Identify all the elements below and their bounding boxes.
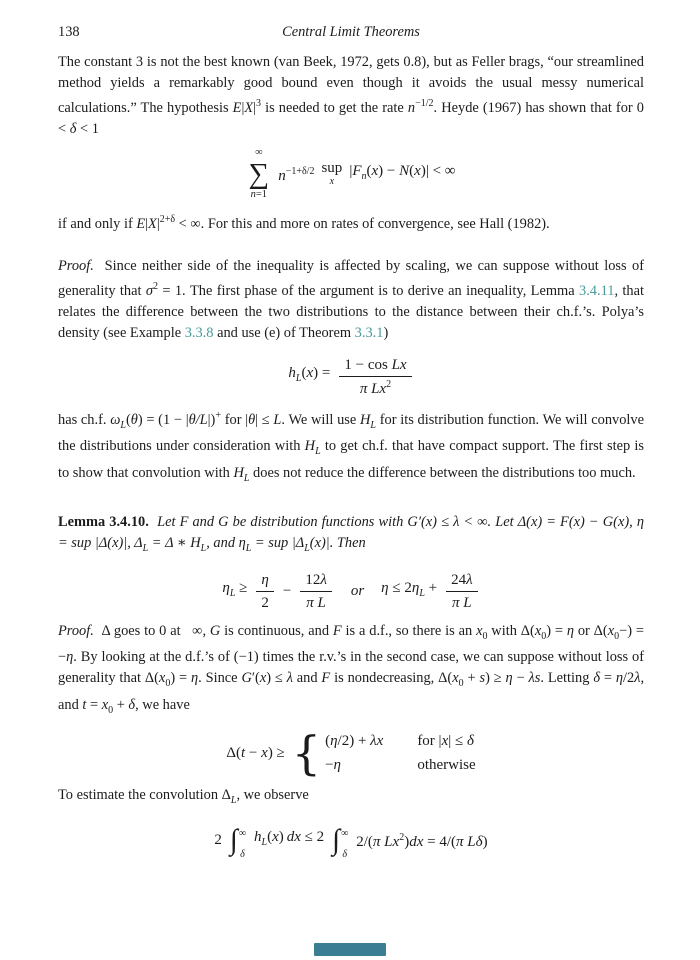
equation-integral-bound: 2 ∫ ∞ δ $h_L(x)$ dx ≤ 2 ∫ ∞ δ 2/(π $Lx^2)dx = 4/(\pi$ Lδ)	[214, 823, 488, 861]
eta-half-fraction: $\frac{\eta}{2}$	[256, 571, 273, 612]
sum-upper-limit: ∞	[255, 147, 263, 159]
paragraph-convolution: To estimate the convolution $\Delta_L$, we observe	[58, 786, 309, 806]
sup-operator: sup x	[321, 160, 343, 188]
sum-tail: $|F_n(x) - N(x)|$ < ∞	[349, 163, 456, 183]
case1-condition: for |x| ≤ δ	[417, 732, 474, 749]
paragraph-proof-2: Proof. Δ goes to 0 at ∞, G is continuous, and F is a d.f., so there is an $x_0$ with $\Delta(x_0) = \eta$ or $\Delta(x_0-) = -\eta$. By looking at the d.f.’s of (−1) times the r.v.’s in the second case, we can suppose without loss of generality that $\Delta(x_0) = \eta$. Since G′(x) ≤ λ and F is nondecreasing, $\Delta(x_0 + s) \ge \eta - \lambda s$. Letting δ = η/2λ, and $t = x_0 + \delta$, we have	[58, 622, 645, 716]
ref-link-3-3-1[interactable]: 3.3.1	[354, 324, 384, 341]
integral-sign: ∫	[332, 823, 341, 856]
lemma-statement: Let F and G be distribution functions with G′(x) ≤ λ < ∞. Let Δ(x) = F(x) − G(x), η = sup |Δ(x)|, $\Delta_L = \Delta$ ∗ $H_L$, and $\eta_L$ = sup $|\Delta_L(x)|$. Then	[58, 513, 644, 554]
equation-cases	[58, 725, 644, 780]
paragraph-chf: has ch.f. $\omega_L(\theta) = (1 - |\theta/L|)^+$ for |θ| ≤ L. We will use $H_L$ for its distribution function. We will convolve the distributions under consideration with $H_L$ to get ch.f. that have compact support. The first step is to show that convolution with $H_L$ does not reduce the difference between the distributions too much.	[58, 409, 645, 484]
sum-lower-limit: n=1	[250, 189, 268, 201]
case2-value: −η	[325, 756, 341, 773]
integral-2: ∫ ∞ δ	[332, 823, 349, 861]
page-header	[58, 22, 644, 42]
or-connector: or	[350, 582, 365, 599]
paragraph-proof-1: Proof. Since neither side of the inequality is affected by scaling, we can suppose without loss of generality that $\sigma^2 = 1$. The first phase of the argument is to derive an inequality, Lemma 3.4.11, that relates the difference between the two distributions to the distance between their ch.f.’s. Polya’s density (see Example 3.3.8 and use (e) of Theorem 3.3.1)	[58, 258, 645, 341]
integral-sign: ∫	[229, 823, 238, 856]
paragraph-intro: The constant 3 is not the best known (van Beek, 1972, gets 0.8), but as Feller brags, “our streamlined method yields a remarkably good bound even though it avoids the usual messy numerical calculations.” The hypothesis $E|X|^3$ is needed to get the rate $n^{-1/2}$. Heyde (1967) has shown that for 0 < δ < 1	[58, 54, 644, 137]
case1-value: (η/2) + λx	[325, 732, 384, 749]
ref-link-3-4-11[interactable]: 3.4.11	[579, 283, 615, 300]
case2-condition: otherwise	[417, 756, 476, 773]
left-brace: {	[291, 725, 322, 780]
page-number: 138	[58, 24, 80, 40]
sum-term: $n^{-1+\delta/2}$	[278, 166, 315, 185]
paragraph-iff: if and only if $E|X|^{2+\delta}$ < ∞. For this and more on rates of convergence, see Hall (1982).	[58, 213, 550, 232]
polya-fraction: $\frac{\text{1 − cos Lx}}{\pi Lx^2}$	[339, 356, 411, 398]
running-head: Central Limit Theorems	[282, 24, 420, 40]
lemma-3-4-10	[58, 512, 644, 560]
bottom-accent-bar	[314, 943, 386, 956]
equation-lemma-inequality: $\eta_L$ ≥ $\frac{\eta}{2}$ − $\frac{12\lambda}{\text{π L}}$ or $\eta \le 2\eta_L$ + $\frac{24\lambda}{\text{π L}}$	[58, 571, 644, 612]
integral-1: ∫ ∞ δ	[229, 823, 247, 861]
cases-lhs: Δ(t − x) ≥	[226, 744, 285, 761]
sigma-symbol: ∑	[248, 158, 270, 191]
twelve-lambda-fraction: $\frac{12\lambda}{\text{π L}}$	[300, 571, 332, 612]
ref-link-3-3-8[interactable]: 3.3.8	[184, 324, 214, 341]
equation-sum-display	[58, 147, 644, 201]
twentyfour-lambda-fraction: $\frac{24\lambda}{\text{π L}}$	[446, 571, 478, 612]
sum-operator	[249, 147, 270, 201]
lemma-label: Lemma 3.4.10.	[58, 513, 149, 530]
polya-lhs: $h_L(x)$ =	[288, 365, 331, 385]
equation-polya-density	[58, 356, 644, 398]
